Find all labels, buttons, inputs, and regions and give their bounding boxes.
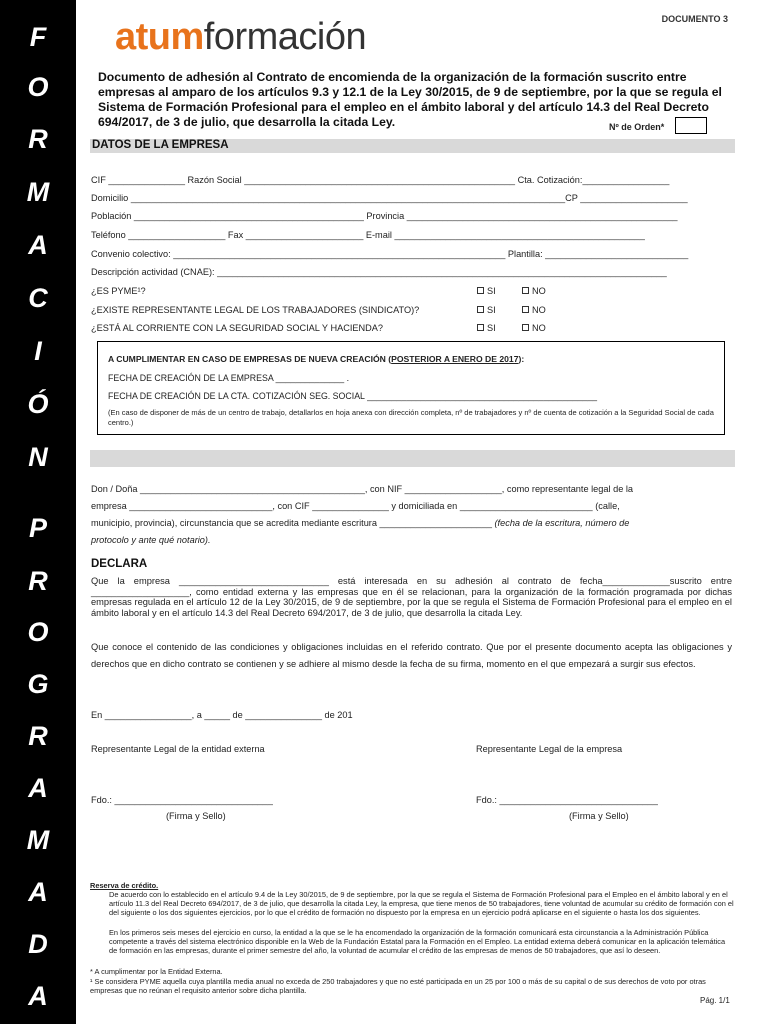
sidebar-letter: P bbox=[28, 513, 47, 543]
document-number: DOCUMENTO 3 bbox=[661, 14, 728, 24]
rep-line-3[interactable] bbox=[91, 518, 629, 528]
note-entidad-externa: * A cumplimentar por la Entidad Externa. bbox=[90, 967, 223, 976]
sidebar-letter: A bbox=[28, 773, 48, 803]
fecha-creacion-cta[interactable]: FECHA DE CREACIÓN DE LA CTA. COTIZACIÓN SEG. SOCIAL _______________________________________________ bbox=[108, 391, 598, 401]
checkbox-label: NO bbox=[532, 286, 546, 296]
note-pyme: ¹ Se considera PYME aquella cuya plantilla media anual no exceda de 250 trabajadores y que no esté participada en un 25 por 100 o más de su capital o de sus derechos de voto por otras empresas que no reúnan el requisito anterior sobre dicha plantilla. bbox=[90, 977, 706, 996]
fecha-creacion-empresa[interactable]: FECHA DE CREACIÓN DE LA EMPRESA ______________ . bbox=[108, 373, 350, 383]
document-title: Documento de adhesión al Contrato de encomienda de la organización de la formación suscrito entre empresas al amparo de los artículos 9.3 y 12.1 de la Ley 30/2015, de 9 de septiembre, por la que se regula el Sistema de Formación Profesional para el empleo en el ámbito laboral y del artículo 14.3 del Real Decreto 694/2017, de 3 de julio, que desarrolla la citada Ley. bbox=[98, 70, 722, 129]
sidebar-letter: R bbox=[28, 721, 48, 751]
checkbox-rep-no[interactable] bbox=[522, 305, 546, 315]
question-representante: ¿EXISTE REPRESENTANTE LEGAL DE LOS TRABAJADORES (SINDICATO)? bbox=[91, 305, 420, 315]
reserva-credito-p1: De acuerdo con lo establecido en el artículo 9.4 de la Ley 30/2015, de 9 de septiembre, por la que se regula el Sistema de Formación Profesional para el Empleo en el ámbito laboral y en el artículo 11.3 del Real Decreto 694/2017, de 3 de julio, que desarrolla la citada Ley, la empresa, que tiene menos de 50 trabajadores, tiene voluntad de acumular su crédito de formación con el del siguiente o los dos siguientes ejercicios, por lo que el crédito de formación no dispuesto por la empresa en un ejercicio podrá aplicarse en el siguiente o hasta los dos siguientes. bbox=[109, 890, 734, 918]
orden-input[interactable] bbox=[675, 117, 707, 134]
rep-line-3-text: municipio, provincia), circunstancia que se acredita mediante escritura ______________________ bbox=[91, 518, 495, 528]
checkbox-pyme-si[interactable] bbox=[477, 286, 496, 296]
atum-formacion-logo bbox=[115, 18, 366, 56]
section-bar-blank bbox=[90, 450, 735, 467]
logo-atum: atum bbox=[115, 16, 204, 58]
question-pyme: ¿ES PYME¹? bbox=[91, 286, 146, 296]
fdo-externa[interactable]: Fdo.: _______________________________ bbox=[91, 795, 273, 805]
checkbox-label: SI bbox=[487, 323, 496, 333]
sidebar-letter: R bbox=[28, 566, 48, 596]
checkbox-pyme-no[interactable] bbox=[522, 286, 546, 296]
sidebar-letter: O bbox=[27, 617, 49, 647]
field-convenio-line[interactable]: Convenio colectivo: _________________________________________________________________ Plantilla: ____________________________ bbox=[91, 249, 689, 259]
logo-formacion: formación bbox=[203, 16, 367, 58]
checkbox-label: NO bbox=[532, 305, 546, 315]
sidebar-letter: F bbox=[29, 22, 47, 52]
orden-label: Nº de Orden* bbox=[609, 122, 665, 132]
heading-part: ): bbox=[518, 354, 525, 364]
sidebar-letter: C bbox=[28, 283, 48, 313]
sidebar-letter: I bbox=[34, 336, 42, 366]
field-poblacion-line[interactable]: Población _____________________________________________ Provincia _____________________________________________________ bbox=[91, 211, 678, 221]
checkbox-rep-si[interactable] bbox=[477, 305, 496, 315]
sidebar-letter: A bbox=[28, 981, 48, 1011]
sidebar-letter: R bbox=[28, 124, 48, 154]
checkbox-icon bbox=[522, 324, 529, 331]
firma-sello-empresa: (Firma y Sello) bbox=[569, 811, 629, 821]
checkbox-ss-si[interactable] bbox=[477, 323, 496, 333]
checkbox-label: SI bbox=[487, 305, 496, 315]
sidebar-letter: N bbox=[28, 442, 48, 472]
nueva-creacion-note: (En caso de disponer de más de un centro de trabajo, detallarlos en hoja anexa con dirección completa, nº de trabajadores y nº de cuenta de cotización a la Seguridad Social de cada centro.) bbox=[108, 408, 714, 427]
declara-paragraph-2: Que conoce el contenido de las condiciones y obligaciones incluidas en el referido contrato. Que por el presente documento acepta las obligaciones y derechos que en dicho contrato se contienen y se adhiere al mismo desde la fecha de su firma, momento en el que empezará a surgir sus efectos. bbox=[91, 642, 732, 669]
sidebar-letter: M bbox=[26, 177, 50, 207]
reserva-credito-title: Reserva de crédito. bbox=[90, 881, 159, 890]
checkbox-icon bbox=[522, 287, 529, 294]
checkbox-ss-no[interactable] bbox=[522, 323, 546, 333]
checkbox-label: SI bbox=[487, 286, 496, 296]
firma-sello-externa: (Firma y Sello) bbox=[166, 811, 226, 821]
rep-line-1[interactable]: Don / Doña ____________________________________________, con NIF ___________________, como representante legal de la bbox=[91, 484, 634, 494]
heading-part: A CUMPLIMENTAR EN CASO DE EMPRESAS DE NUEVA CREACIÓN ( bbox=[108, 354, 392, 364]
sidebar-letter: G bbox=[27, 669, 49, 699]
sidebar-banner bbox=[0, 0, 76, 1024]
rep-line-3-italic: (fecha de la escritura, número de bbox=[494, 518, 630, 528]
field-cif-line[interactable]: CIF _______________ Razón Social _____________________________________________________ Cta. Cotización:_________________ bbox=[91, 175, 670, 185]
declara-paragraph-1: Que la empresa _____________________________ está interesada en su adhesión al contrato de fecha_____________suscrito entre ___________________, como entidad externa y las empresas que en él se relacionan, para la organización de la formación programada por dichas empresas regulada en el artículo 12 de la Ley 30/2015, de 9 de septiembre, por la que se regula el Sistema de Formación Profesional para el empleo en el ámbito laboral y en el artículo 14.3 del Real Decreto 694/2017, de 3 de julio, que desarrolla la citada Ley. bbox=[91, 576, 732, 618]
rep-externa-label: Representante Legal de la entidad externa bbox=[91, 744, 265, 754]
rep-line-4: protocolo y ante qué notario). bbox=[91, 535, 211, 545]
checkbox-icon bbox=[477, 306, 484, 313]
checkbox-icon bbox=[477, 287, 484, 294]
sidebar-letter: Ó bbox=[27, 389, 49, 419]
page-number: Pág. 1/1 bbox=[700, 996, 730, 1005]
reserva-credito-p2: En los primeros seis meses del ejercicio en curso, la entidad a la que se le ha encomendado la organización de la formación comunicará esta circunstancia a la Administración Pública competente a través del sistema electrónico disponible en la Web de la Fundación Estatal para la Formación en el Empleo. La entidad externa deberá comunicar en la aplicación telemática de formación en las empresas, durante el primer semestre del año, la voluntad de acumular el crédito de las empresas de menos de 50 trabajadores, que así lo deseen. bbox=[109, 928, 726, 956]
sidebar-letter: M bbox=[26, 825, 50, 855]
checkbox-icon bbox=[477, 324, 484, 331]
sidebar-letter: O bbox=[27, 72, 49, 102]
rep-empresa-label: Representante Legal de la empresa bbox=[476, 744, 623, 754]
field-cnae-line[interactable]: Descripción actividad (CNAE): ________________________________________________________________________________________ bbox=[91, 267, 667, 277]
rep-line-2[interactable]: empresa ____________________________, con CIF _______________ y domiciliada en __________________________ (calle, bbox=[91, 501, 620, 511]
section-title-empresa: DATOS DE LA EMPRESA bbox=[92, 139, 229, 151]
question-seguridad-social: ¿ESTÁ AL CORRIENTE CON LA SEGURIDAD SOCIAL Y HACIENDA? bbox=[91, 323, 384, 333]
fdo-empresa[interactable]: Fdo.: _______________________________ bbox=[476, 795, 658, 805]
checkbox-icon bbox=[522, 306, 529, 313]
sidebar-letter: A bbox=[28, 877, 48, 907]
checkbox-label: NO bbox=[532, 323, 546, 333]
lugar-fecha-line[interactable]: En _________________, a _____ de _______________ de 201 bbox=[91, 710, 353, 720]
sidebar-letter: D bbox=[28, 929, 48, 959]
heading-underlined: POSTERIOR A ENERO DE 2017 bbox=[391, 354, 519, 364]
field-telefono-line[interactable]: Teléfono ___________________ Fax _______________________ E-mail _________________________________________________ bbox=[91, 230, 645, 240]
field-domicilio-line[interactable]: Domicilio _____________________________________________________________________________________CP _____________________ bbox=[91, 193, 688, 203]
sidebar-letter: A bbox=[28, 230, 48, 260]
nueva-creacion-heading bbox=[108, 354, 524, 364]
declara-title: DECLARA bbox=[91, 558, 148, 570]
